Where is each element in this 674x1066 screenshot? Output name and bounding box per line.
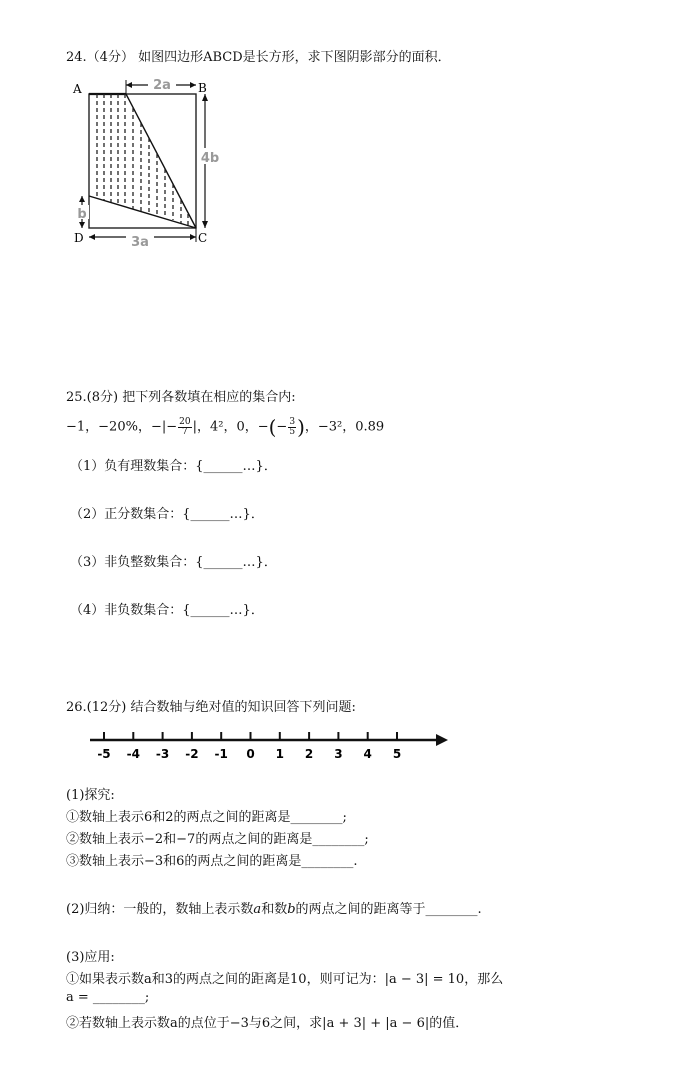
q26-header: 26.(12分) 结合数轴与绝对值的知识回答下列问题: [66,700,356,715]
number-line-tick-label: 0 [246,747,255,761]
q25-item-3: （3）非负整数集合：{______…}． [70,555,277,570]
q24-header: 24.（4分） 如图四边形ABCD是长方形，求下图阴影部分的面积． [66,50,451,65]
rectangle-figure [70,74,230,254]
number-line-tick-label: -5 [97,747,111,761]
number-line [86,726,456,766]
vertex-a: A [73,82,82,96]
vertex-b: B [198,81,207,95]
vertex-c: C [198,231,208,245]
number-line-tick-label: -3 [155,747,170,761]
rectangle-abcd [89,94,196,228]
number-line-tick-label: -4 [126,747,140,761]
q25-item-1: （1）负有理数集合：{______…}． [70,459,277,474]
shaded-region [97,94,188,225]
explore-item-1: ①数轴上表示6和2的两点之间的距离是________; [66,810,347,825]
q25-item-4: （4）非负数集合：{______…}． [70,603,264,618]
apply-item-1-line1: ①如果表示数a和3的两点之间的距离是10，则可记为：|a − 3| = 10，那么 [66,972,504,987]
induce-line: (2)归纳：一般的，数轴上表示数a和数b的两点之间的距离等于________. [66,902,482,917]
apply-item-2: ②若数轴上表示数a的点位于−3与6之间，求|a + 3| + |a − 6|的值． [66,1016,469,1031]
number-line-tick-label: -1 [214,747,228,761]
vertex-d: D [74,231,84,245]
apply-item-1-line2: a = ________; [66,990,150,1005]
number-line-tick-label: 2 [304,747,314,761]
q25-number-list: −1，−20%，−|− $\frac{20}{7}$ |，4²，0，−(− $\frac{3}{5}$ )，−3²，0.89 [66,415,385,439]
number-line-tick-label: 5 [392,747,402,761]
label-b: b [77,207,87,222]
label-4b: 4b [200,151,220,166]
number-line-tick-label: -2 [185,747,199,761]
diagonal-line [126,94,196,228]
q25-item-2: （2）正分数集合：{______…}． [70,507,264,522]
number-list-part1: −1，−20%，−|− [66,419,178,435]
arrow-right-icon [436,734,448,746]
number-list-part3: ，−3²，0.89 [304,419,385,435]
explore-title: (1)探究: [66,788,115,803]
q25-header: 25.(8分) 把下列各数填在相应的集合内: [66,390,296,405]
label-2a: 2a [153,78,171,93]
number-list-part2: |，4²，0，− [192,419,269,435]
label-3a: 3a [131,235,149,250]
fraction-20-7: $\frac{20}{7}$ [179,416,191,437]
explore-item-2: ②数轴上表示−2和−7的两点之间的距离是________; [66,832,369,847]
number-line-tick-label: 1 [275,747,284,761]
fraction-3-5: $\frac{3}{5}$ [289,416,296,437]
explore-item-3: ③数轴上表示−3和6的两点之间的距离是________. [66,854,358,869]
apply-title: (3)应用: [66,950,115,965]
diagonal-line-lower [89,196,196,228]
number-line-tick-label: 3 [334,747,343,761]
number-line-tick-label: 4 [363,747,372,761]
